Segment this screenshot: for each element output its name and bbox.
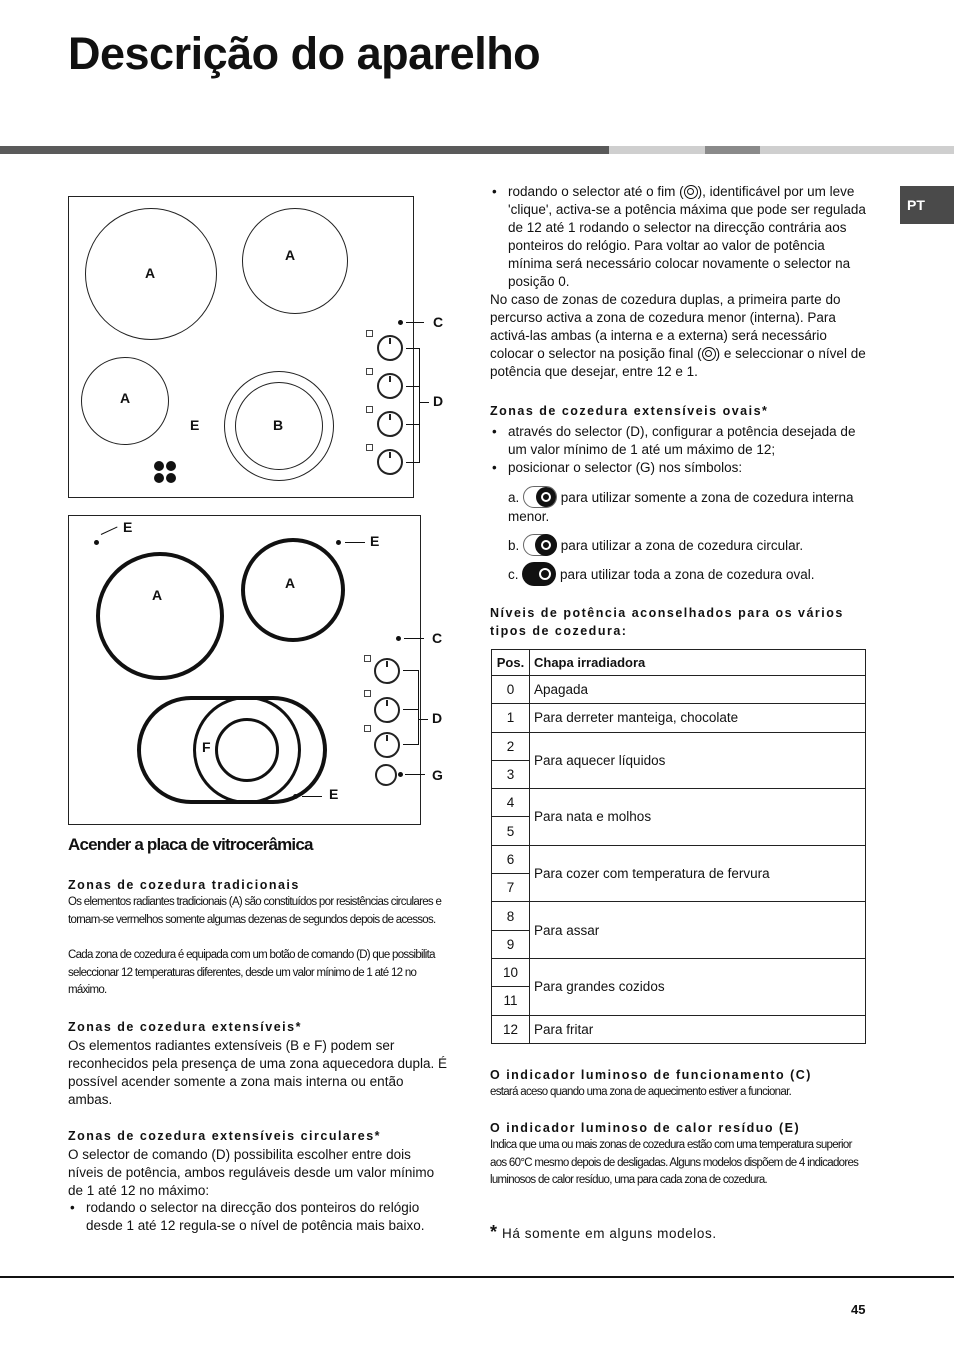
table-row: 7 bbox=[492, 874, 866, 902]
section-heading: Acender a placa de vitrocerâmica bbox=[68, 835, 313, 854]
oval-circular-symbol-icon bbox=[523, 534, 557, 556]
right-top-list bbox=[490, 183, 866, 291]
table-header-row bbox=[492, 650, 866, 676]
control-knob-2 bbox=[374, 697, 400, 723]
label-a1: A bbox=[152, 587, 163, 603]
control-knob-1 bbox=[374, 658, 400, 684]
zone-symbol-icon bbox=[364, 690, 371, 697]
selector-knob-g bbox=[375, 764, 397, 786]
extensible-zones-title: Zonas de cozedura extensíveis* bbox=[68, 1020, 302, 1034]
residual-heat-indicator-icon bbox=[153, 460, 177, 484]
hob-diagram-1 bbox=[68, 196, 444, 498]
label-e: E bbox=[190, 417, 200, 433]
page-number: 45 bbox=[851, 1302, 866, 1317]
indicator-light-e-top-left bbox=[94, 540, 99, 545]
option-c: c. para utilizar toda a zona de cozedura oval. bbox=[508, 563, 866, 585]
table-row: 9 bbox=[492, 930, 866, 958]
table-row: 10 Para grandes cozidos bbox=[492, 958, 866, 986]
circular-zones-list bbox=[68, 1199, 448, 1235]
circular-zones-title: Zonas de cozedura extensíveis circulares* bbox=[68, 1129, 382, 1143]
zone-symbol-icon bbox=[364, 655, 371, 662]
indicator-e-title: O indicador luminoso de calor resíduo (E) bbox=[490, 1121, 801, 1135]
table-row: 11 bbox=[492, 987, 866, 1015]
oval-zones-list bbox=[490, 423, 866, 477]
control-knob-4 bbox=[377, 449, 403, 475]
bracket-d-vertical bbox=[419, 348, 420, 463]
zone-symbol-icon bbox=[366, 406, 373, 413]
label-e3: E bbox=[329, 786, 339, 802]
zone-symbol-icon bbox=[364, 725, 371, 732]
traditional-zones-title: Zonas de cozedura tradicionais bbox=[68, 878, 300, 892]
indicator-c-text: estará aceso quando uma zona de aquecimento estiver a funcionar. bbox=[490, 1086, 792, 1098]
b1-post: ), identificável por um leve 'clique', activa-se a potência máxima que pode ser regulada de 12 até 1 rodando o selector na direcção contrária aos ponteiros do relógio. Para voltar ao valor de potência mínima será necessário colocar novamente o selector na posição 0. bbox=[508, 184, 866, 289]
oval-zones-title: Zonas de cozedura extensíveis ovais* bbox=[490, 404, 769, 418]
zone-symbol-icon bbox=[366, 368, 373, 375]
label-b: B bbox=[273, 417, 284, 433]
list-item: • rodando o selector na direcção dos ponteiros do relógio desde 1 até 12 regula-se o nível de potência mais baixo. bbox=[68, 1199, 448, 1235]
header-desc: Chapa irradiadora bbox=[530, 650, 866, 676]
label-a2: A bbox=[285, 247, 296, 263]
table-row: 12 Para fritar bbox=[492, 1015, 866, 1043]
dual-zones-paragraph: No caso de zonas de cozedura duplas, a primeira parte do percurso activa a zona de cozedura menor (interna). Para activá-las ambas (a interna e a externa) será necessário colocar o selector na posição final ( ) e seleccionar o nível de potência que desejar, entre 12 e 1. bbox=[490, 292, 866, 379]
page-title: Descrição do aparelho bbox=[68, 28, 541, 79]
label-e2: E bbox=[370, 533, 380, 549]
indicator-light-e-bottom bbox=[293, 794, 298, 799]
hob-diagram-2 bbox=[68, 515, 443, 825]
table-row: 0 Apagada bbox=[492, 676, 866, 704]
indicator-e-text: Indica que uma ou mais zonas de cozedura estão com uma temperatura superior aos 60°C mesmo depois de desligadas. Alguns modelos dispõem de 4 indicadores luminosos de calor resíduo, uma para cada zona de cozedura. bbox=[490, 1139, 859, 1186]
table-row: 8 Para assar bbox=[492, 902, 866, 930]
double-ring-symbol-icon bbox=[684, 185, 698, 199]
label-c: C bbox=[432, 630, 443, 646]
circular-zones-p1: O selector de comando (D) possibilita escolher entre dois níveis de potência, ambos reguláveis desde um valor mínimo de 1 até 12 no máximo: bbox=[68, 1147, 435, 1198]
footnote: * Há somente em alguns modelos. bbox=[490, 1222, 717, 1242]
oval-inner-symbol-icon bbox=[523, 486, 557, 508]
power-levels-title: Níveis de potência aconselhados para os vários tipos de cozedura: bbox=[490, 606, 844, 638]
language-tab: PT bbox=[900, 186, 954, 224]
option-a: a. para utilizar somente a zona de cozedura interna menor. bbox=[508, 486, 866, 526]
control-knob-3 bbox=[374, 732, 400, 758]
label-f: F bbox=[202, 739, 211, 755]
label-a3: A bbox=[120, 390, 131, 406]
label-e1: E bbox=[123, 519, 133, 535]
list-item bbox=[490, 183, 866, 291]
table-row: 3 bbox=[492, 760, 866, 788]
label-a1: A bbox=[145, 265, 156, 281]
label-c: C bbox=[433, 314, 444, 330]
oval-full-symbol-icon bbox=[522, 563, 556, 585]
label-a2: A bbox=[285, 575, 296, 591]
indicator-light-c bbox=[396, 636, 401, 641]
list-item: • através do selector (D), configurar a potência desejada de um valor mínimo de 1 até um máximo de 12; bbox=[490, 423, 866, 459]
control-knob-2 bbox=[377, 373, 403, 399]
footer-rule bbox=[0, 1276, 954, 1278]
leader-line-c bbox=[406, 322, 424, 323]
header-pos: Pos. bbox=[492, 650, 530, 676]
table-row: 5 bbox=[492, 817, 866, 845]
header-band-light-end bbox=[760, 146, 954, 154]
traditional-zones-p1: Os elementos radiantes tradicionais (A) são constituídos por resistências circulares e tornam-se vermelhos somente algumas dezenas de segundos depois de acessos. bbox=[68, 896, 442, 926]
zone-symbol-icon bbox=[366, 444, 373, 451]
oval-zone-f-inner bbox=[215, 718, 279, 782]
control-knob-1 bbox=[377, 335, 403, 361]
table-row: 1 Para derreter manteiga, chocolate bbox=[492, 704, 866, 732]
zone-symbol-icon bbox=[366, 330, 373, 337]
label-g: G bbox=[432, 767, 443, 783]
option-b: b. para utilizar a zona de cozedura circular. bbox=[508, 534, 866, 556]
indicator-light-c bbox=[398, 320, 403, 325]
table-row: 2 Para aquecer líquidos bbox=[492, 732, 866, 760]
traditional-zones-p2: Cada zona de cozedura é equipada com um botão de comando (D) que possibilita seleccionar 12 temperaturas diferentes, desde um valor mínimo de 1 até 12 no máximo. bbox=[68, 949, 435, 996]
b1-pre: rodando o selector até o fim ( bbox=[508, 184, 684, 199]
indicator-light-g bbox=[398, 772, 403, 777]
bracket-d-vertical bbox=[418, 670, 419, 745]
header-band-mid bbox=[705, 146, 760, 154]
indicator-light-e-top-right bbox=[336, 540, 341, 545]
control-knob-3 bbox=[377, 411, 403, 437]
label-d: D bbox=[432, 710, 443, 726]
header-band-light bbox=[609, 146, 705, 154]
zone-a-left bbox=[96, 552, 224, 680]
header-band-dark bbox=[0, 146, 609, 154]
table-row: 4 Para nata e molhos bbox=[492, 789, 866, 817]
indicator-c-title: O indicador luminoso de funcionamento (C) bbox=[490, 1068, 812, 1082]
extensible-zones-p1: Os elementos radiantes extensíveis (B e F) podem ser reconhecidos pela presença de uma zona aquecedora dupla. É possível acender somente a zona mais interna ou então ambas. bbox=[68, 1038, 448, 1107]
list-item: • posicionar o selector (G) nos símbolos: bbox=[490, 459, 866, 477]
power-levels-table bbox=[491, 649, 866, 1044]
table-row: 6 Para cozer com temperatura de fervura bbox=[492, 845, 866, 873]
label-d: D bbox=[433, 393, 444, 409]
double-ring-symbol-icon bbox=[702, 347, 716, 361]
